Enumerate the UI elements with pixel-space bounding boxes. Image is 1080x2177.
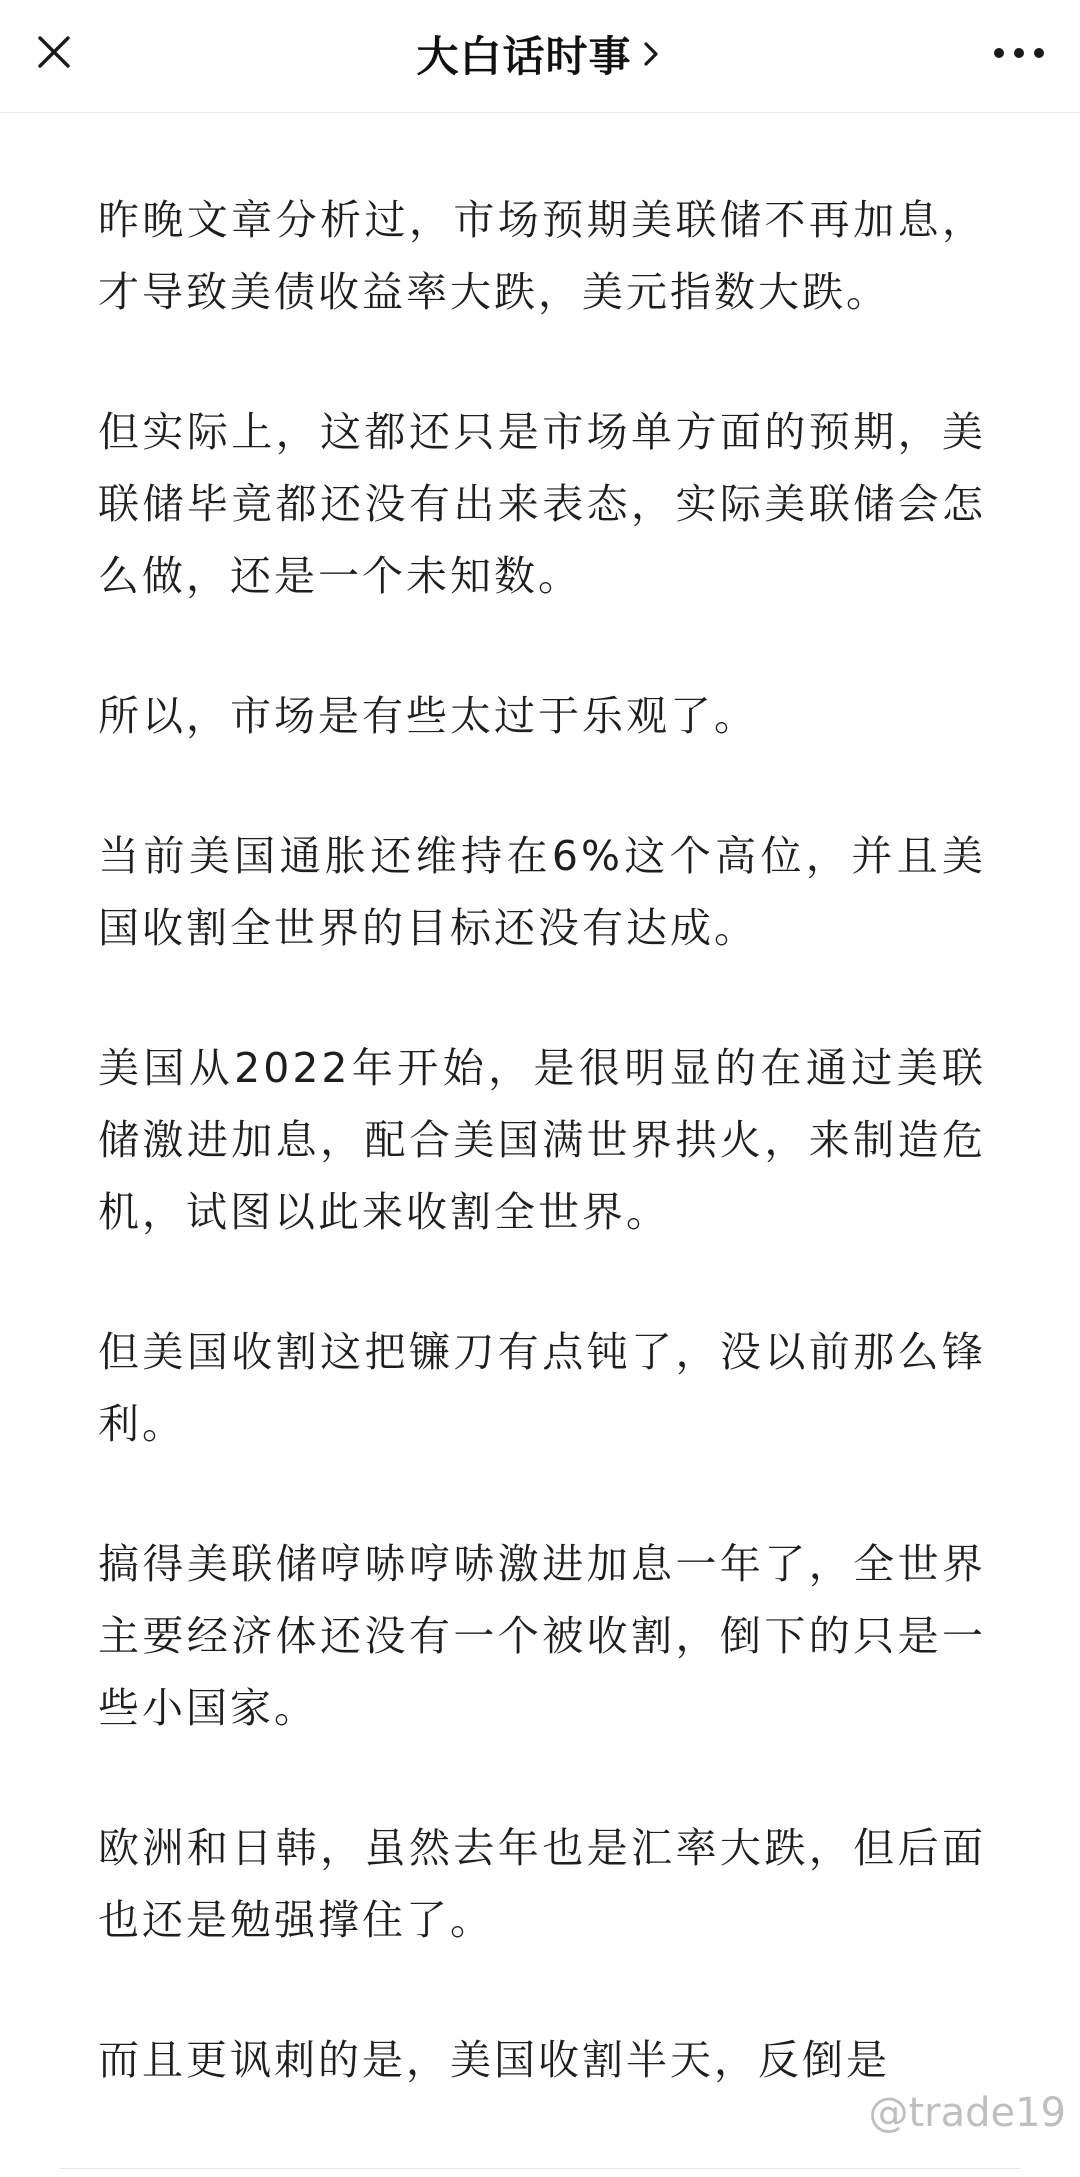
article-paragraph: 当前美国通胀还维持在6%这个高位，并且美国收割全世界的目标还没有达成。: [98, 832, 986, 952]
top-navigation-bar: [0, 0, 1080, 113]
article-paragraph: 美国从2022年开始，是很明显的在通过美联储激进加息，配合美国满世界拱火，来制造危机，试图以此来收割全世界。: [98, 1044, 986, 1236]
chevron-right-icon: [638, 39, 664, 69]
watermark: @trade19: [868, 2090, 1066, 2136]
article-paragraph: 但实际上，这都还只是市场单方面的预期，美联储毕竟都还没有出来表态，实际美联储会怎么做，还是一个未知数。: [98, 408, 986, 600]
article-paragraph: 所以，市场是有些太过于乐观了。: [98, 692, 758, 740]
bottom-divider: [60, 2168, 1020, 2169]
more-dots-icon: [992, 45, 1046, 64]
article-paragraph: 而且更讽刺的是，美国收割半天，反倒是: [98, 2036, 890, 2084]
article-body: [98, 184, 986, 2164]
more-options-button[interactable]: [984, 22, 1054, 86]
page-title: 大白话时事: [416, 32, 632, 81]
article-paragraph: 昨晚文章分析过，市场预期美联储不再加息，才导致美债收益率大跌，美元指数大跌。: [98, 196, 986, 316]
account-title-link[interactable]: [0, 0, 1080, 108]
article-paragraph: 但美国收割这把镰刀有点钝了，没以前那么锋利。: [98, 1328, 986, 1448]
article-paragraph: 欧洲和日韩，虽然去年也是汇率大跌，但后面也还是勉强撑住了。: [98, 1824, 986, 1944]
article-paragraph: 搞得美联储哼哧哼哧激进加息一年了，全世界主要经济体还没有一个被收割，倒下的只是一些小国家。: [98, 1540, 986, 1732]
